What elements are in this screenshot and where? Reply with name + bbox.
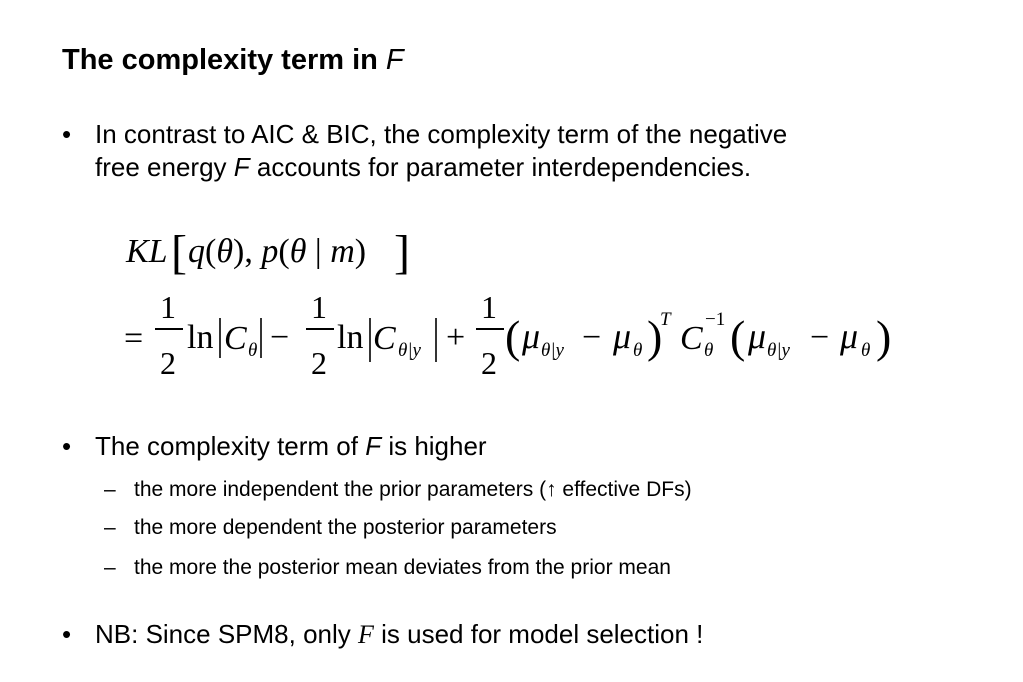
text: the more independent the prior parameters ( (134, 478, 547, 501)
bullet-marker: • (62, 431, 72, 461)
dash-marker: – (104, 516, 116, 539)
variable-f: F (233, 152, 250, 182)
c-theta: C (224, 320, 247, 357)
bullet-1-line-2 (95, 151, 751, 183)
dash-marker: – (104, 556, 116, 579)
bullet-1-line-1: In contrast to AIC & BIC, the complexity term of the negative (95, 119, 788, 149)
text: NB: Since SPM8, only (95, 619, 358, 649)
text: accounts for parameter interdependencies. (249, 152, 752, 182)
eq-equals: = (124, 320, 144, 357)
bullet-marker: • (62, 119, 72, 149)
bullet-2-text (95, 430, 487, 462)
transpose-t: T (660, 309, 671, 330)
mu-theta-y: μ (748, 316, 767, 356)
paren-close: ) (647, 311, 663, 362)
up-arrow-icon: ↑ (546, 478, 557, 501)
paren-open: ( (505, 311, 521, 362)
sub-item-3-text: the more the posterior mean deviates from the prior mean (134, 556, 671, 579)
text: is higher (381, 431, 487, 461)
ln-1: ln (187, 319, 214, 356)
minus: − (270, 319, 290, 356)
sub-theta-given-y: θ|y (541, 340, 564, 361)
sub-theta: θ (861, 340, 871, 361)
text: The complexity term of (95, 431, 366, 461)
sub-item-1-text (134, 477, 692, 503)
sub-theta: θ (704, 340, 714, 361)
eq-kl: KL (126, 233, 168, 270)
paren-open: ( (730, 311, 746, 362)
minus: − (582, 319, 602, 356)
frac-3-num: 1 (481, 289, 497, 325)
eq-q-term: q(θ), p(θ | m) (188, 233, 367, 270)
frac-1-num: 1 (160, 289, 176, 325)
title-text: The complexity term in (62, 44, 386, 76)
bullet-marker: • (62, 619, 72, 649)
mu-theta: μ (613, 316, 632, 356)
ln-2: ln (337, 319, 364, 356)
text: is used for model selection ! (373, 619, 704, 649)
variable-f: F (358, 620, 374, 649)
frac-2-den: 2 (311, 345, 327, 381)
frac-3-den: 2 (481, 345, 497, 381)
text: effective DFs) (556, 478, 692, 501)
mu-theta-y: μ (522, 316, 541, 356)
bullet-3-text (95, 618, 703, 651)
paren-close: ) (876, 311, 892, 362)
dash-marker: – (104, 478, 116, 501)
mu-theta: μ (840, 316, 859, 356)
c-theta-y: C (373, 320, 396, 357)
c-theta-inverse: C (680, 320, 703, 357)
sub-theta-given-y: θ|y (767, 340, 790, 361)
inverse-exp: −1 (705, 309, 726, 330)
sub-theta-given-y: θ|y (398, 340, 421, 361)
title-variable: F (385, 44, 404, 76)
sub-theta: θ (248, 340, 258, 361)
variable-f: F (365, 431, 382, 461)
text: free energy (95, 152, 234, 182)
eq-close-bracket: ] (394, 226, 410, 279)
slide-title (62, 44, 404, 77)
frac-1-den: 2 (160, 345, 176, 381)
sub-theta: θ (633, 340, 643, 361)
eq-open-bracket: [ (171, 226, 187, 279)
sub-item-2-text: the more dependent the posterior parameters (134, 516, 557, 539)
plus: + (446, 319, 466, 356)
minus: − (810, 319, 830, 356)
frac-2-num: 1 (311, 289, 327, 325)
